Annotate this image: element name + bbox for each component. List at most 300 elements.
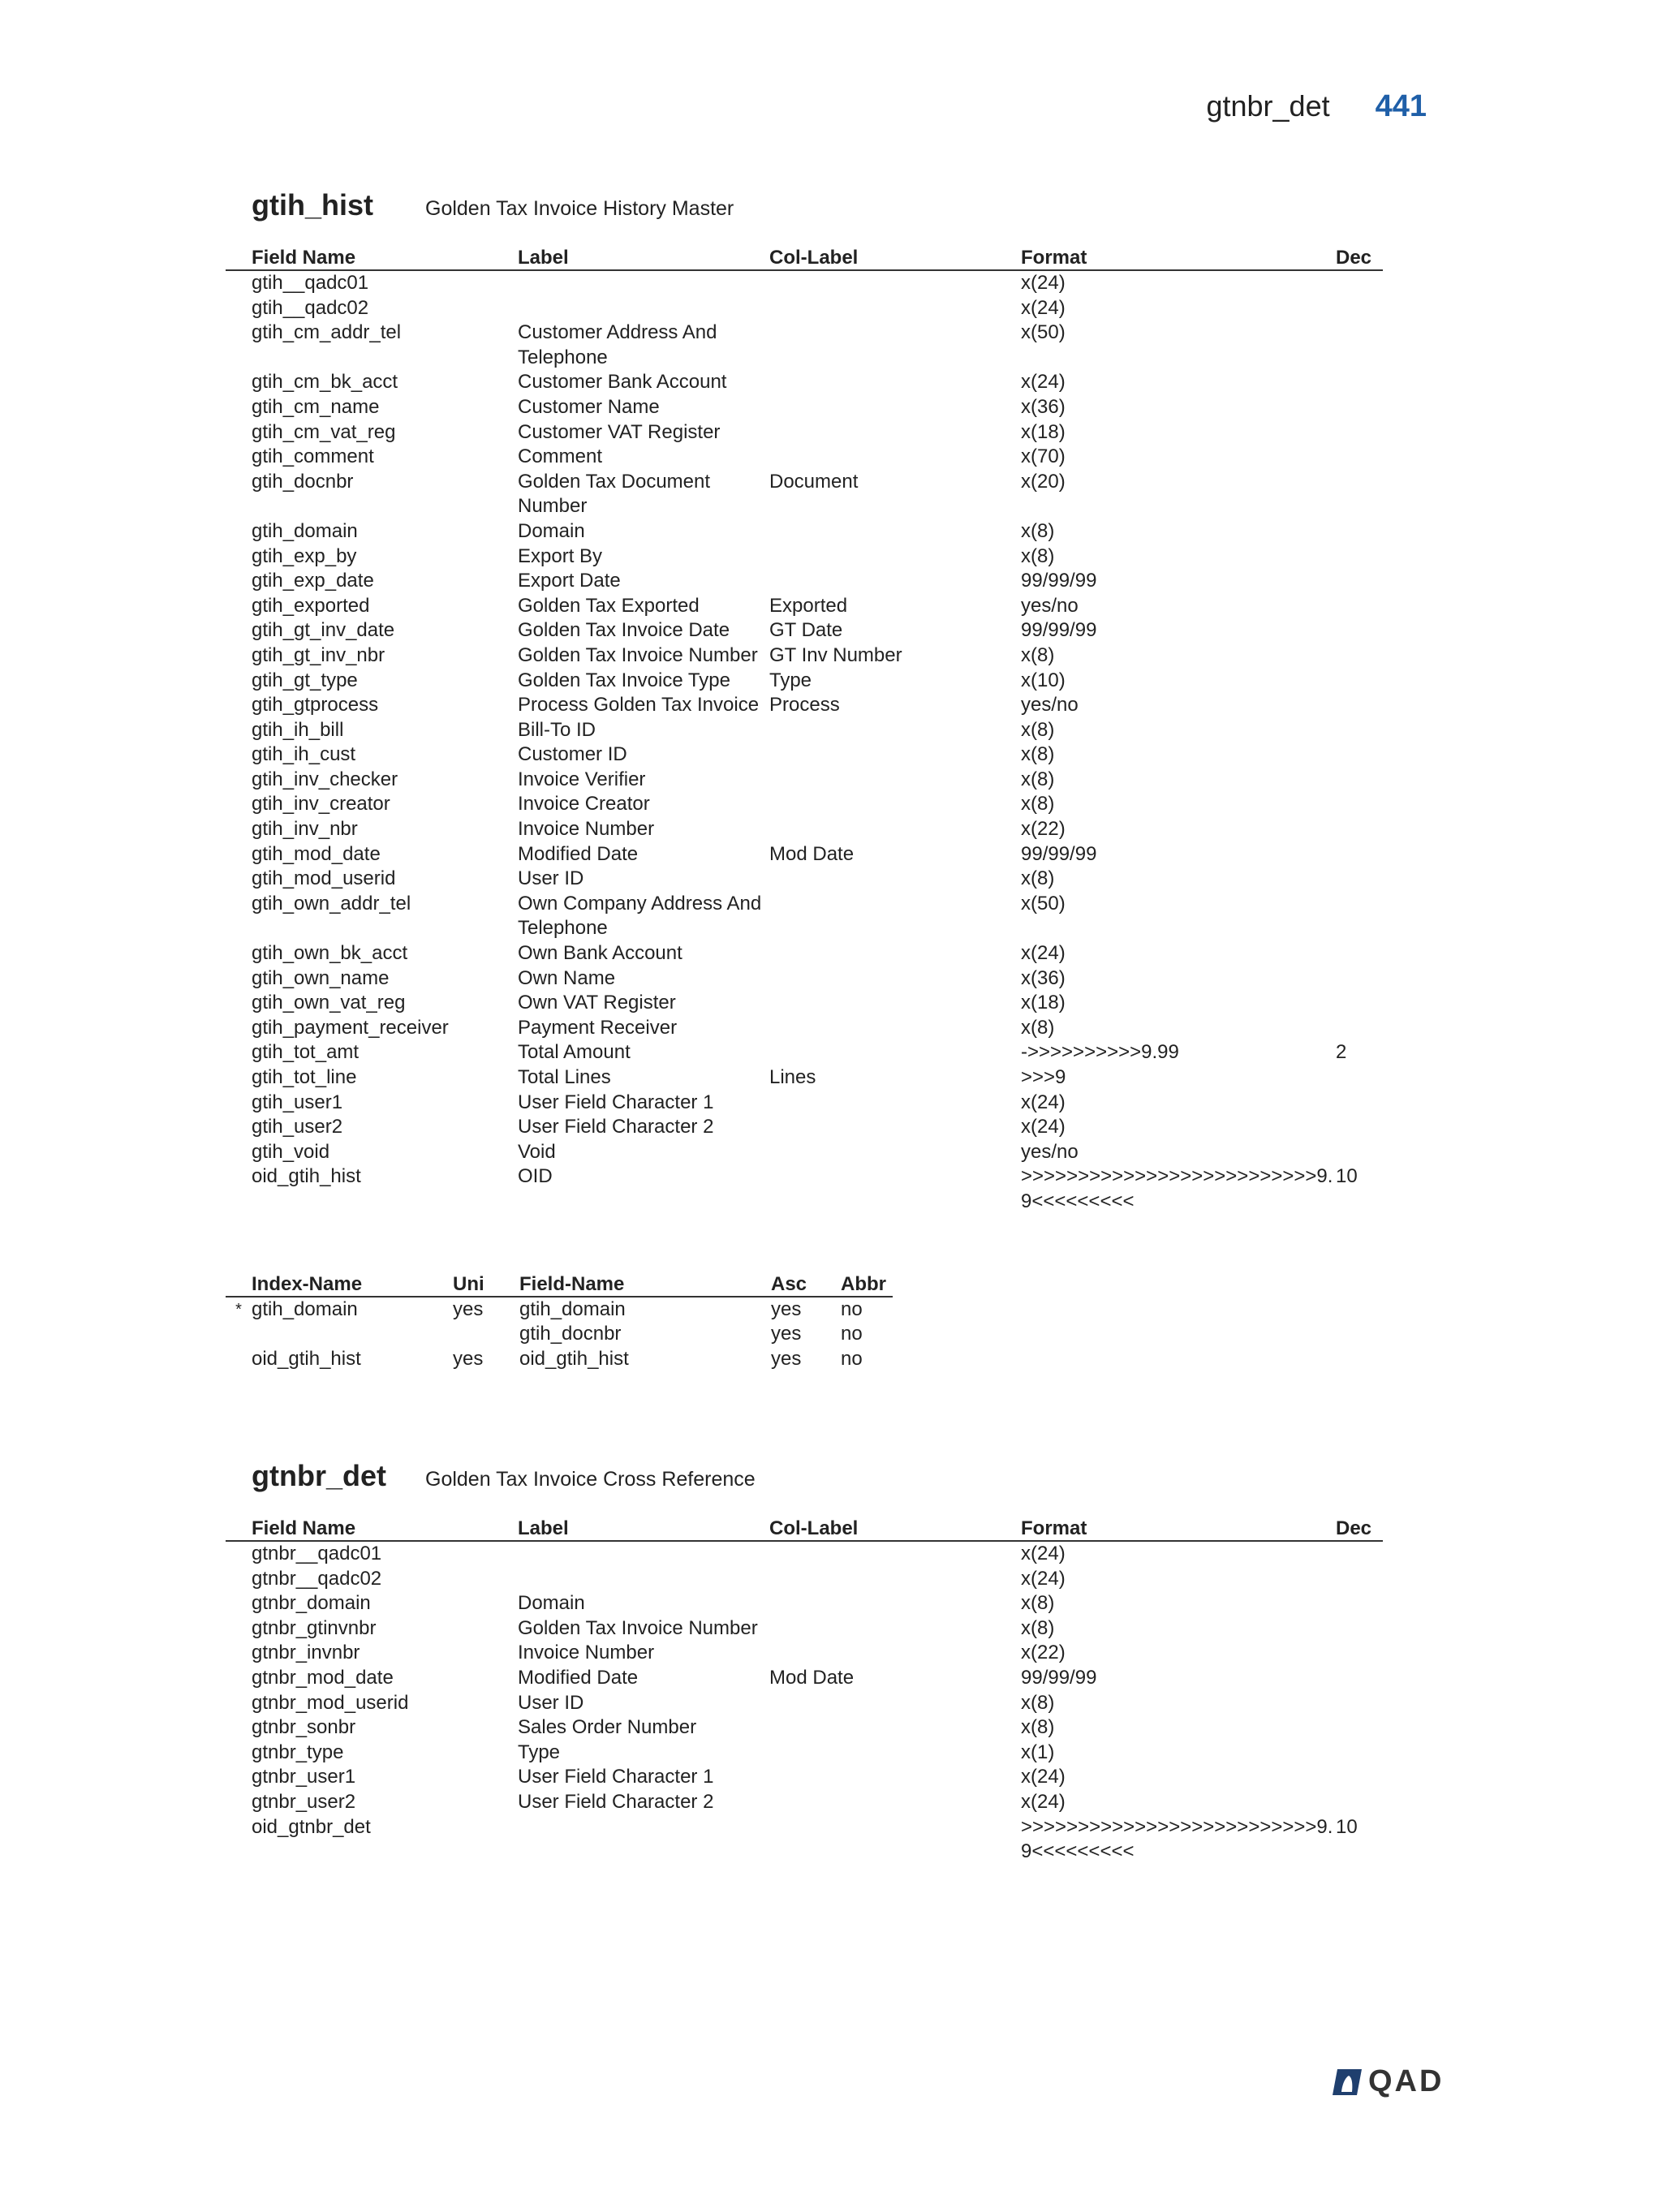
format-cell: yes/no bbox=[1021, 694, 1079, 717]
field-name-cell: gtih_docnbr bbox=[252, 470, 354, 493]
field-name-cell: gtih_exp_by bbox=[252, 544, 357, 567]
col-header-field-name: Field Name bbox=[252, 247, 356, 269]
page-number: 441 bbox=[1375, 89, 1427, 123]
field-row bbox=[226, 1616, 1383, 1642]
col-header-col-label: Col-Label bbox=[769, 1517, 859, 1539]
field-row bbox=[226, 594, 1383, 619]
field-row bbox=[226, 991, 1383, 1016]
col-label-cell bbox=[769, 370, 1021, 395]
format-cell: x(8) bbox=[1021, 793, 1055, 816]
row-marker bbox=[226, 768, 252, 793]
label-cell: Sales Order Number bbox=[518, 1716, 697, 1739]
format-cell: x(1) bbox=[1021, 1741, 1055, 1763]
col-header-field-name: Field-Name bbox=[519, 1272, 625, 1295]
field-row bbox=[226, 370, 1383, 395]
col-label-cell bbox=[769, 892, 1021, 941]
format-cell: 99/99/99 bbox=[1021, 619, 1097, 642]
label-cell: Comment bbox=[518, 445, 603, 468]
field-row bbox=[226, 1541, 1383, 1567]
dec-cell bbox=[1336, 742, 1383, 768]
field-row bbox=[226, 321, 1383, 370]
col-header-field-name: Field Name bbox=[252, 1517, 356, 1539]
label-cell: Modified Date bbox=[518, 842, 639, 865]
field-name-cell: gtih_cm_addr_tel bbox=[252, 321, 402, 344]
label-cell: User Field Character 2 bbox=[518, 1790, 714, 1813]
dec-cell bbox=[1336, 1567, 1383, 1592]
field-name-cell: gtih_exp_date bbox=[252, 570, 374, 592]
format-cell: x(8) bbox=[1021, 1716, 1055, 1739]
uni-cell: yes bbox=[453, 1347, 484, 1370]
col-label-cell bbox=[769, 321, 1021, 370]
col-header-abbr: Abbr bbox=[841, 1272, 886, 1295]
field-row bbox=[226, 768, 1383, 793]
col-label-cell: GT Date bbox=[769, 619, 843, 642]
col-label-cell: Process bbox=[769, 694, 840, 717]
field-name-cell: gtih_payment_receiver bbox=[252, 1016, 449, 1039]
field-row bbox=[226, 1115, 1383, 1140]
dec-cell bbox=[1336, 445, 1383, 470]
row-marker bbox=[226, 1591, 252, 1616]
field-row bbox=[226, 270, 1383, 296]
label-cell: Export Date bbox=[518, 570, 621, 592]
field-row bbox=[226, 792, 1383, 817]
field-name-cell: gtih_cm_name bbox=[252, 395, 380, 418]
row-marker bbox=[226, 1164, 252, 1214]
field-row bbox=[226, 1140, 1383, 1165]
field-row bbox=[226, 395, 1383, 420]
col-label-cell: GT Inv Number bbox=[769, 643, 902, 666]
dec-cell bbox=[1336, 618, 1383, 643]
col-label-cell bbox=[769, 718, 1021, 743]
asc-cell: yes bbox=[771, 1298, 802, 1320]
dec-cell bbox=[1336, 966, 1383, 992]
col-header-format: Format bbox=[1021, 247, 1087, 269]
col-label-cell bbox=[769, 1567, 1021, 1592]
label-cell bbox=[518, 270, 769, 296]
field-row bbox=[226, 1641, 1383, 1666]
row-marker bbox=[226, 669, 252, 694]
label-cell: User ID bbox=[518, 867, 584, 890]
format-cell: x(10) bbox=[1021, 669, 1066, 691]
format-cell: x(24) bbox=[1021, 371, 1066, 394]
dec-cell bbox=[1336, 544, 1383, 570]
field-name-cell: gtih_inv_nbr bbox=[252, 818, 358, 841]
col-header-col-label: Col-Label bbox=[769, 247, 859, 269]
format-cell: yes/no bbox=[1021, 1140, 1079, 1163]
uni-cell bbox=[453, 1322, 519, 1347]
format-cell: x(24) bbox=[1021, 1091, 1066, 1113]
row-marker bbox=[226, 395, 252, 420]
dec-cell bbox=[1336, 395, 1383, 420]
label-cell: Domain bbox=[518, 1592, 585, 1615]
label-cell: Golden Tax Invoice Number bbox=[518, 643, 758, 666]
field-row bbox=[226, 519, 1383, 544]
field-name-cell: gtnbr_sonbr bbox=[252, 1716, 356, 1739]
field-row bbox=[226, 742, 1383, 768]
label-cell: Golden Tax Invoice Type bbox=[518, 669, 730, 691]
qad-logo-icon bbox=[1331, 2068, 1363, 2097]
dec-cell bbox=[1336, 892, 1383, 941]
field-name-cell: oid_gtih_hist bbox=[252, 1165, 361, 1188]
dec-cell bbox=[1336, 1091, 1383, 1116]
col-label-cell bbox=[769, 1591, 1021, 1616]
field-row bbox=[226, 1691, 1383, 1716]
table-description: Golden Tax Invoice Cross Reference bbox=[425, 1468, 756, 1491]
index-table bbox=[226, 1268, 893, 1372]
col-header-index-name: Index-Name bbox=[252, 1272, 363, 1295]
dec-cell bbox=[1336, 693, 1383, 718]
format-cell: x(50) bbox=[1021, 892, 1066, 914]
marker-header bbox=[226, 1268, 252, 1297]
label-cell: Invoice Verifier bbox=[518, 768, 646, 790]
index-name-cell bbox=[252, 1322, 453, 1347]
qad-logo bbox=[1331, 2064, 1444, 2099]
field-row bbox=[226, 892, 1383, 941]
row-marker bbox=[226, 321, 252, 370]
field-row bbox=[226, 1815, 1383, 1865]
asc-cell: yes bbox=[771, 1323, 802, 1345]
abbr-cell: no bbox=[841, 1347, 863, 1370]
asc-cell: yes bbox=[771, 1347, 802, 1370]
field-row bbox=[226, 966, 1383, 992]
dec-cell bbox=[1336, 420, 1383, 445]
col-label-cell bbox=[769, 1641, 1021, 1666]
label-cell: Modified Date bbox=[518, 1666, 639, 1689]
field-name-cell: gtnbr__qadc01 bbox=[252, 1543, 382, 1564]
row-marker bbox=[226, 1091, 252, 1116]
format-cell: x(20) bbox=[1021, 470, 1066, 493]
label-cell: Total Lines bbox=[518, 1066, 611, 1088]
col-label-cell bbox=[769, 792, 1021, 817]
col-label-cell bbox=[769, 1016, 1021, 1041]
col-label-cell bbox=[769, 1741, 1021, 1766]
col-label-cell: Mod Date bbox=[769, 1666, 855, 1689]
field-row bbox=[226, 693, 1383, 718]
col-header-label: Label bbox=[518, 1517, 569, 1539]
col-label-cell bbox=[769, 395, 1021, 420]
field-name-cell: gtih_mod_date bbox=[252, 842, 381, 865]
row-marker bbox=[226, 842, 252, 867]
field-row bbox=[226, 569, 1383, 594]
format-cell: x(24) bbox=[1021, 1567, 1066, 1590]
format-cell: x(8) bbox=[1021, 743, 1055, 766]
row-marker bbox=[226, 1065, 252, 1091]
row-marker bbox=[226, 569, 252, 594]
col-label-cell bbox=[769, 941, 1021, 966]
field-name-cell: gtih_gt_inv_nbr bbox=[252, 643, 385, 666]
dec-cell bbox=[1336, 1741, 1383, 1766]
field-name-cell: gtih_own_addr_tel bbox=[252, 892, 411, 914]
label-cell: Golden Tax Exported bbox=[518, 594, 700, 617]
field-name-cell: gtih_mod_userid bbox=[252, 867, 396, 890]
col-label-cell bbox=[769, 1091, 1021, 1116]
running-title: gtnbr_det bbox=[1206, 89, 1330, 123]
dec-cell bbox=[1336, 1616, 1383, 1642]
row-marker bbox=[226, 370, 252, 395]
label-cell: Export By bbox=[518, 544, 603, 567]
field-name-cell: gtnbr_invnbr bbox=[252, 1642, 360, 1664]
label-cell bbox=[518, 296, 769, 321]
format-cell: x(36) bbox=[1021, 966, 1066, 989]
col-label-cell bbox=[769, 445, 1021, 470]
abbr-cell: no bbox=[841, 1298, 863, 1320]
field-row bbox=[226, 1164, 1383, 1214]
dec-cell bbox=[1336, 370, 1383, 395]
dec-cell bbox=[1336, 1591, 1383, 1616]
field-row bbox=[226, 1741, 1383, 1766]
field-row bbox=[226, 470, 1383, 519]
dec-cell bbox=[1336, 1115, 1383, 1140]
format-cell: >>>>>>>>>>>>>>>>>>>>>>>>>>9.9<<<<<<<<< bbox=[1021, 1165, 1333, 1212]
dec-cell bbox=[1336, 817, 1383, 842]
field-row bbox=[226, 669, 1383, 694]
row-marker bbox=[226, 270, 252, 296]
marker-header bbox=[226, 1513, 252, 1541]
format-cell: x(8) bbox=[1021, 768, 1055, 790]
col-label-cell bbox=[769, 991, 1021, 1016]
field-row bbox=[226, 618, 1383, 643]
format-cell: x(24) bbox=[1021, 272, 1066, 294]
format-cell: x(8) bbox=[1021, 1016, 1055, 1039]
label-cell: Customer VAT Register bbox=[518, 420, 721, 443]
field-name-cell: gtih_tot_line bbox=[252, 1066, 357, 1088]
label-cell: Own Name bbox=[518, 966, 616, 989]
col-label-cell bbox=[769, 519, 1021, 544]
dec-cell bbox=[1336, 718, 1383, 743]
col-label-cell bbox=[769, 1040, 1021, 1065]
dec-cell bbox=[1336, 519, 1383, 544]
field-name-cell: gtih_user2 bbox=[252, 1116, 343, 1138]
dec-cell bbox=[1336, 991, 1383, 1016]
col-header-uni: Uni bbox=[453, 1272, 484, 1295]
field-name-cell: gtih__qadc01 bbox=[252, 272, 369, 294]
format-cell: x(8) bbox=[1021, 1592, 1055, 1615]
dec-cell bbox=[1336, 1765, 1383, 1790]
index-row bbox=[226, 1347, 893, 1372]
col-label-cell: Mod Date bbox=[769, 842, 855, 865]
field-name-cell: gtih_own_vat_reg bbox=[252, 992, 406, 1014]
col-header-format: Format bbox=[1021, 1517, 1087, 1539]
table-heading bbox=[252, 188, 1383, 222]
row-marker bbox=[226, 1815, 252, 1865]
dec-cell bbox=[1336, 321, 1383, 370]
table-description: Golden Tax Invoice History Master bbox=[425, 197, 734, 220]
col-label-cell bbox=[769, 270, 1021, 296]
dec-cell bbox=[1336, 1666, 1383, 1691]
dec-cell bbox=[1336, 1016, 1383, 1041]
row-marker bbox=[226, 643, 252, 669]
col-label-cell: Document bbox=[769, 470, 859, 493]
row-marker bbox=[226, 1616, 252, 1642]
col-label-cell: Lines bbox=[769, 1066, 816, 1088]
label-cell: OID bbox=[518, 1165, 553, 1188]
field-row bbox=[226, 1790, 1383, 1815]
field-row bbox=[226, 842, 1383, 867]
format-cell: x(8) bbox=[1021, 1691, 1055, 1714]
field-name-cell: gtnbr_type bbox=[252, 1741, 344, 1763]
label-cell: Invoice Number bbox=[518, 1642, 655, 1664]
field-row bbox=[226, 1040, 1383, 1065]
label-cell: Payment Receiver bbox=[518, 1016, 678, 1039]
dec-cell bbox=[1336, 270, 1383, 296]
dec-cell bbox=[1336, 1641, 1383, 1666]
format-cell: 99/99/99 bbox=[1021, 1666, 1097, 1689]
row-marker bbox=[226, 296, 252, 321]
uni-cell: yes bbox=[453, 1298, 484, 1320]
field-name-cell: gtih_void bbox=[252, 1140, 330, 1163]
row-marker bbox=[226, 618, 252, 643]
field-row bbox=[226, 1666, 1383, 1691]
col-label-cell bbox=[769, 569, 1021, 594]
row-marker bbox=[226, 445, 252, 470]
dec-cell bbox=[1336, 792, 1383, 817]
col-label-cell bbox=[769, 1790, 1021, 1815]
row-marker bbox=[226, 1567, 252, 1592]
field-name-cell: gtnbr__qadc02 bbox=[252, 1567, 382, 1590]
field-row bbox=[226, 445, 1383, 470]
col-label-cell bbox=[769, 742, 1021, 768]
field-row bbox=[226, 544, 1383, 570]
field-name-cell: gtih_own_name bbox=[252, 966, 390, 989]
format-cell: x(18) bbox=[1021, 420, 1066, 443]
row-marker bbox=[226, 1541, 252, 1567]
field-row bbox=[226, 941, 1383, 966]
dec-cell: 10 bbox=[1336, 1815, 1358, 1838]
row-marker bbox=[226, 1016, 252, 1041]
label-cell: Customer ID bbox=[518, 743, 627, 766]
row-marker bbox=[226, 1140, 252, 1165]
dec-cell bbox=[1336, 470, 1383, 519]
col-label-cell bbox=[769, 817, 1021, 842]
field-name-cell: gtih_gt_type bbox=[252, 669, 358, 691]
field-name-cell: gtih_comment bbox=[252, 445, 374, 468]
index-field-cell: gtih_domain bbox=[519, 1298, 626, 1320]
col-header-label: Label bbox=[518, 247, 569, 269]
field-row bbox=[226, 817, 1383, 842]
row-marker bbox=[226, 718, 252, 743]
index-field-cell: oid_gtih_hist bbox=[519, 1347, 629, 1370]
field-name-cell: gtih_exported bbox=[252, 594, 370, 617]
row-marker bbox=[226, 1715, 252, 1741]
label-cell: Bill-To ID bbox=[518, 718, 596, 741]
field-name-cell: gtih__qadc02 bbox=[252, 296, 369, 319]
label-cell: Total Amount bbox=[518, 1041, 631, 1064]
field-name-cell: gtih_ih_bill bbox=[252, 718, 344, 741]
label-cell: User ID bbox=[518, 1691, 584, 1714]
marker-header bbox=[226, 242, 252, 270]
field-table-header bbox=[226, 242, 1383, 270]
row-marker bbox=[226, 817, 252, 842]
field-row bbox=[226, 1091, 1383, 1116]
label-cell: User Field Character 1 bbox=[518, 1091, 714, 1113]
dec-cell bbox=[1336, 1140, 1383, 1165]
abbr-cell: no bbox=[841, 1323, 863, 1345]
primary-marker bbox=[226, 1347, 252, 1372]
dec-cell bbox=[1336, 1541, 1383, 1567]
col-label-cell bbox=[769, 544, 1021, 570]
col-label-cell bbox=[769, 966, 1021, 992]
col-label-cell: Exported bbox=[769, 594, 848, 617]
label-cell: Customer Address And Telephone bbox=[518, 321, 717, 368]
col-label-cell bbox=[769, 420, 1021, 445]
table-block-gtnbr-det bbox=[226, 1459, 1383, 1865]
field-name-cell: gtih_ih_cust bbox=[252, 743, 356, 766]
field-table-header bbox=[226, 1513, 1383, 1541]
label-cell: Customer Name bbox=[518, 395, 660, 418]
field-table bbox=[226, 1513, 1383, 1865]
row-marker bbox=[226, 1115, 252, 1140]
field-row bbox=[226, 643, 1383, 669]
label-cell: Own VAT Register bbox=[518, 992, 676, 1014]
field-name-cell: gtih_own_bk_acct bbox=[252, 942, 408, 965]
field-row bbox=[226, 1591, 1383, 1616]
field-name-cell: gtih_cm_bk_acct bbox=[252, 371, 398, 394]
table-name: gtih_hist bbox=[252, 188, 373, 222]
row-marker bbox=[226, 1040, 252, 1065]
format-cell: x(8) bbox=[1021, 643, 1055, 666]
format-cell: x(24) bbox=[1021, 296, 1066, 319]
label-cell: Domain bbox=[518, 519, 585, 542]
dec-cell bbox=[1336, 941, 1383, 966]
row-marker bbox=[226, 1790, 252, 1815]
format-cell: 99/99/99 bbox=[1021, 570, 1097, 592]
row-marker bbox=[226, 1741, 252, 1766]
index-table-header bbox=[226, 1268, 893, 1297]
dec-cell bbox=[1336, 1065, 1383, 1091]
dec-cell bbox=[1336, 867, 1383, 892]
format-cell: x(22) bbox=[1021, 1642, 1066, 1664]
field-name-cell: gtnbr_mod_userid bbox=[252, 1691, 409, 1714]
table-block-gtih-hist bbox=[226, 188, 1383, 1371]
format-cell: yes/no bbox=[1021, 594, 1079, 617]
format-cell: x(8) bbox=[1021, 1616, 1055, 1639]
row-marker bbox=[226, 966, 252, 992]
label-cell: Own Bank Account bbox=[518, 942, 682, 965]
format-cell: x(8) bbox=[1021, 544, 1055, 567]
index-row bbox=[226, 1322, 893, 1347]
col-label-cell bbox=[769, 1541, 1021, 1567]
field-name-cell: gtnbr_user2 bbox=[252, 1790, 356, 1813]
label-cell bbox=[518, 1541, 769, 1567]
col-label-cell bbox=[769, 1115, 1021, 1140]
col-header-dec: Dec bbox=[1336, 1517, 1372, 1539]
format-cell: 99/99/99 bbox=[1021, 842, 1097, 865]
index-name-cell: gtih_domain bbox=[252, 1298, 358, 1320]
field-name-cell: gtnbr_mod_date bbox=[252, 1666, 394, 1689]
row-marker bbox=[226, 792, 252, 817]
row-marker bbox=[226, 892, 252, 941]
field-name-cell: gtih_gtprocess bbox=[252, 694, 379, 717]
row-marker bbox=[226, 519, 252, 544]
format-cell: x(22) bbox=[1021, 818, 1066, 841]
col-label-cell bbox=[769, 1715, 1021, 1741]
row-marker bbox=[226, 544, 252, 570]
field-name-cell: gtnbr_gtinvnbr bbox=[252, 1616, 377, 1639]
row-marker bbox=[226, 941, 252, 966]
field-name-cell: gtnbr_domain bbox=[252, 1592, 371, 1615]
label-cell bbox=[518, 1815, 769, 1865]
row-marker bbox=[226, 1765, 252, 1790]
dec-cell bbox=[1336, 669, 1383, 694]
col-label-cell bbox=[769, 1164, 1021, 1214]
dec-cell bbox=[1336, 643, 1383, 669]
row-marker bbox=[226, 420, 252, 445]
row-marker bbox=[226, 693, 252, 718]
field-row bbox=[226, 1065, 1383, 1091]
col-header-asc: Asc bbox=[771, 1272, 807, 1295]
col-header-dec: Dec bbox=[1336, 247, 1372, 269]
format-cell: x(36) bbox=[1021, 395, 1066, 418]
